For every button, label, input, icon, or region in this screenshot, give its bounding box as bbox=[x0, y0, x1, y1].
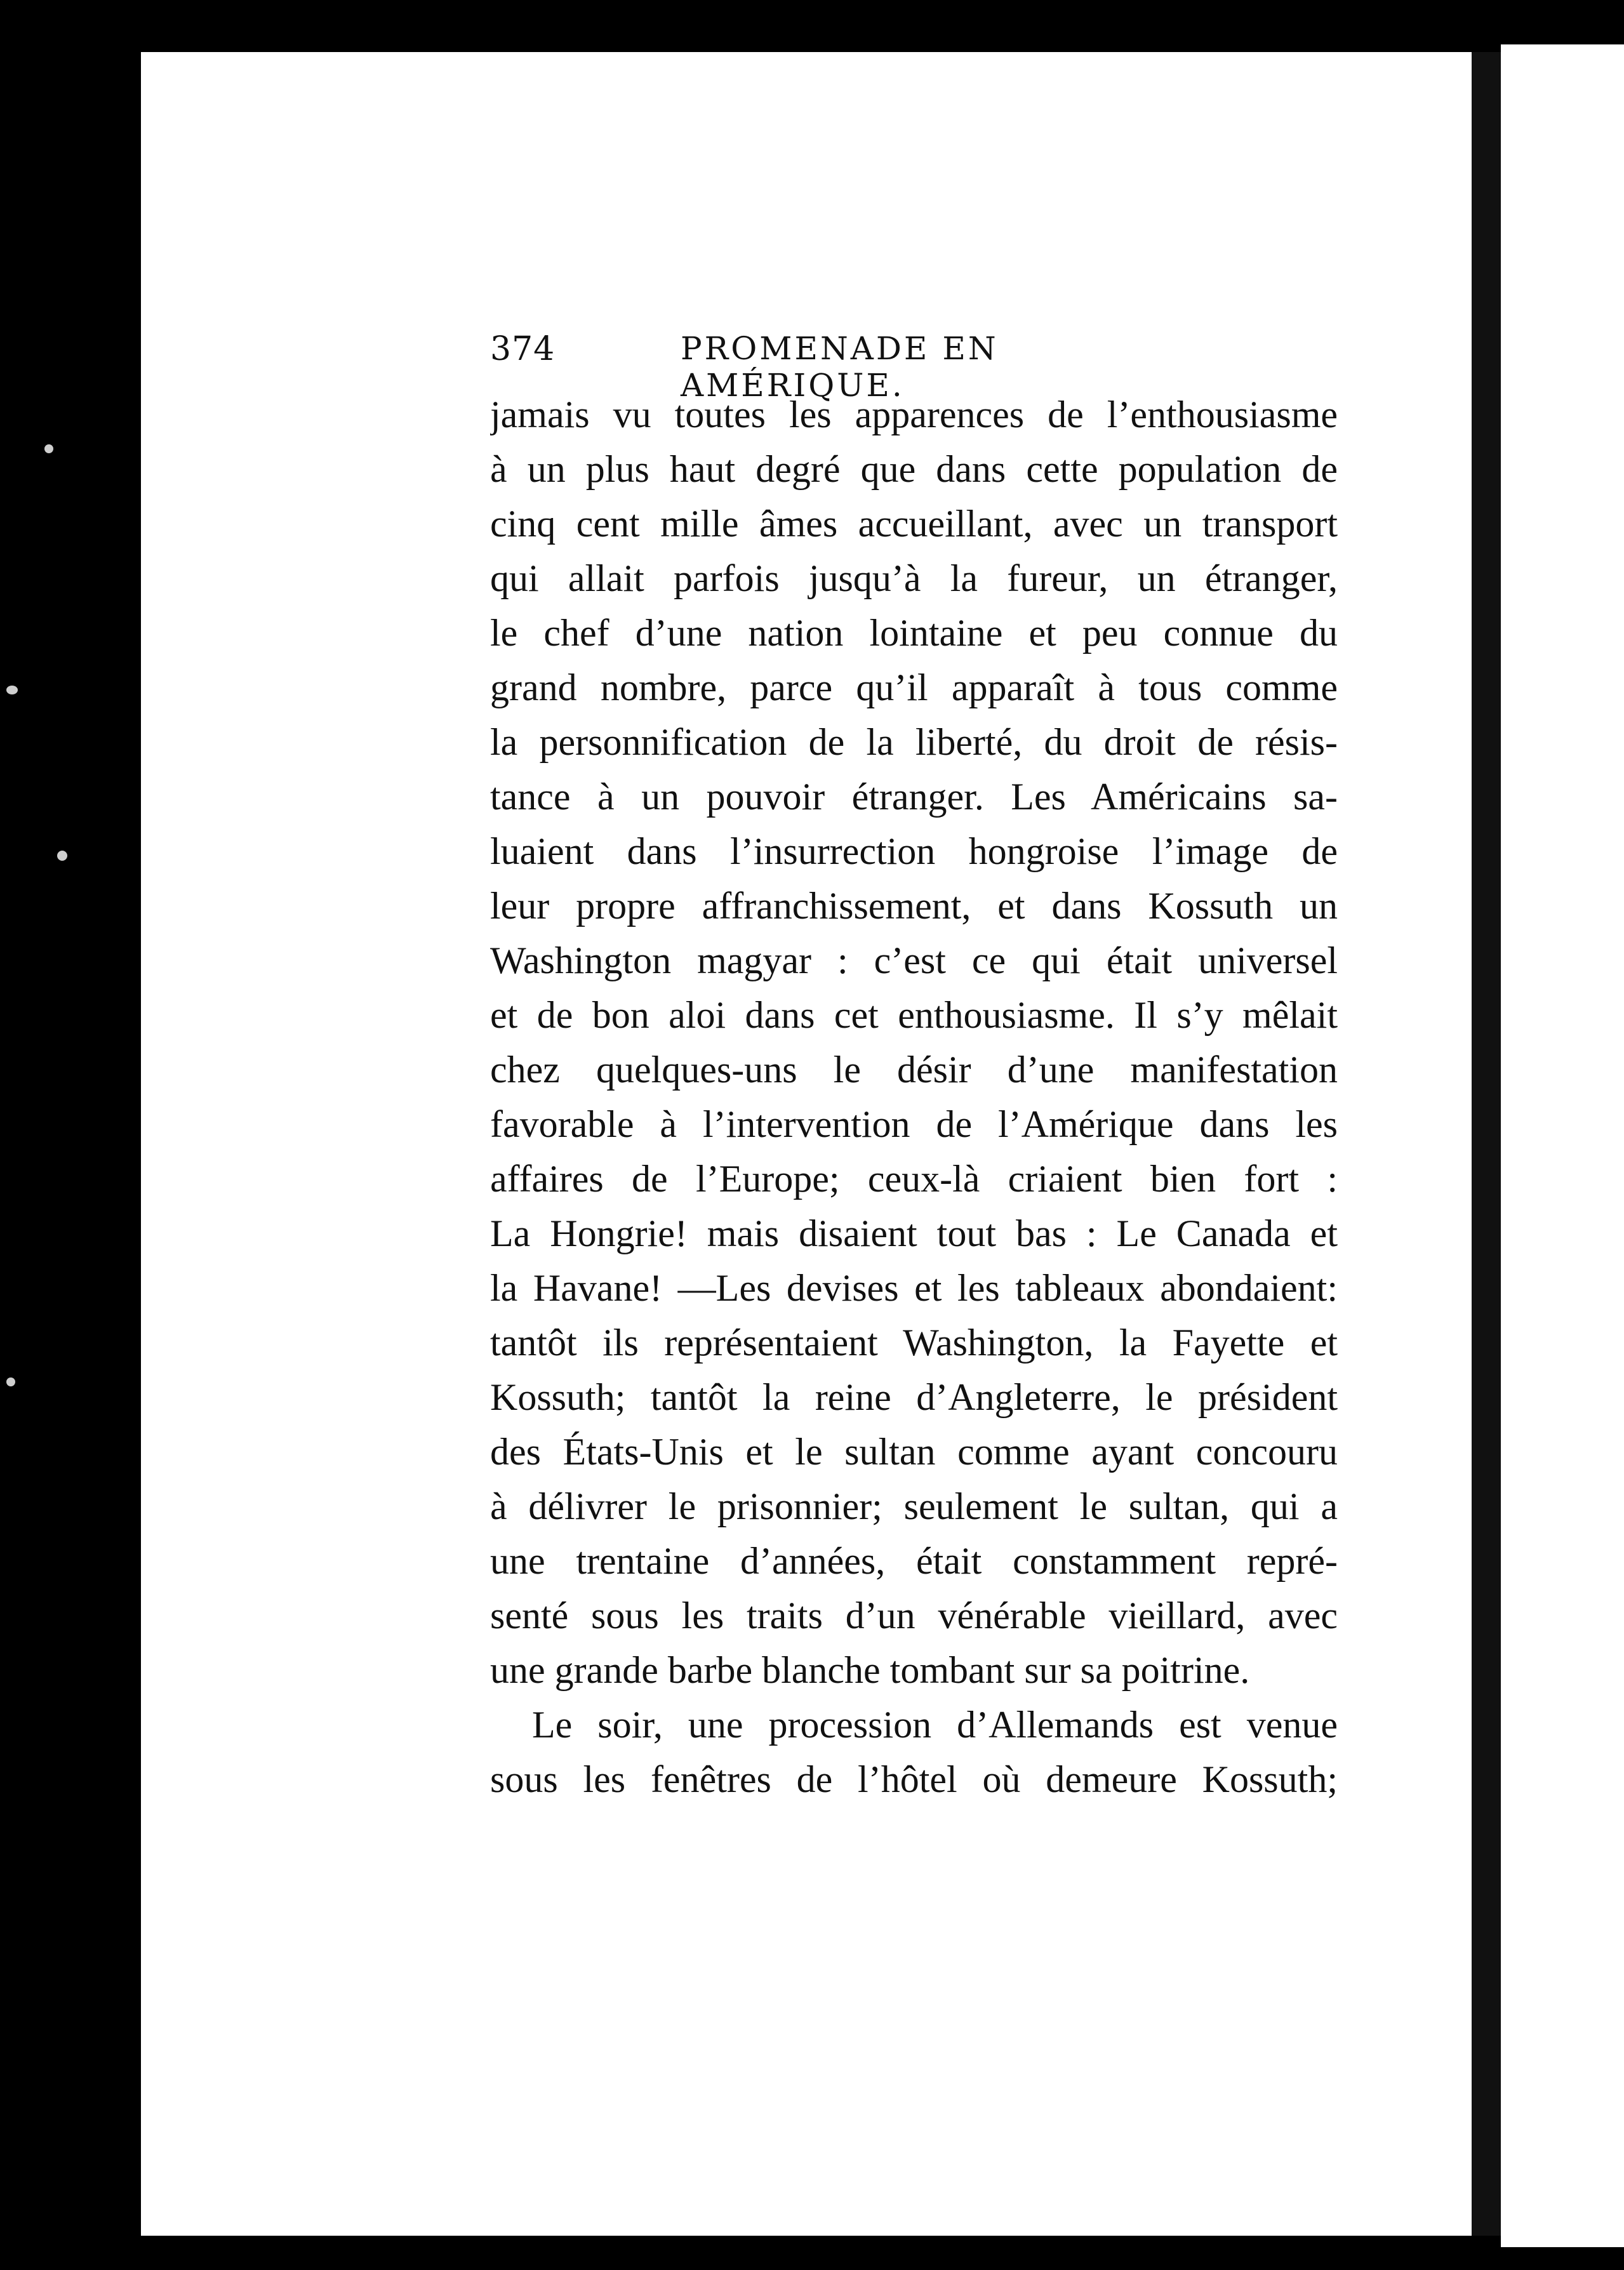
text-line: Washington magyar : c’est ce qui était universel bbox=[490, 939, 1338, 981]
paragraph-first-line: Le soir, une procession d’Allemands est venue bbox=[532, 1704, 1338, 1746]
text-line: senté sous les traits d’un vénérable vieillard, avec bbox=[490, 1595, 1338, 1636]
text-line: Kossuth; tantôt la reine d’Angleterre, le président bbox=[490, 1376, 1338, 1418]
scan-speck bbox=[44, 444, 53, 453]
page-number: 374 bbox=[490, 330, 556, 368]
text-line: la personnification de la liberté, du droit de résis- bbox=[490, 721, 1338, 763]
text-line: tance à un pouvoir étranger. Les Américains sa- bbox=[490, 776, 1338, 818]
running-head bbox=[490, 330, 1150, 404]
text-line: le chef d’une nation lointaine et peu connue du bbox=[490, 612, 1338, 654]
text-line: jamais vu toutes les apparences de l’enthousiasme bbox=[490, 394, 1338, 435]
text-line: qui allait parfois jusqu’à la fureur, un étranger, bbox=[490, 557, 1338, 599]
scan-speck bbox=[6, 686, 18, 694]
text-line: une grande barbe blanche tombant sur sa poitrine. bbox=[490, 1649, 1250, 1691]
text-line: et de bon aloi dans cet enthousiasme. Il s’y mêlait bbox=[490, 994, 1338, 1036]
text-line: tantôt ils représentaient Washington, la Fayette et bbox=[490, 1322, 1338, 1364]
text-line: affaires de l’Europe; ceux-là criaient bien fort : bbox=[490, 1158, 1338, 1200]
text-line: la Havane! —Les devises et les tableaux abondaient: bbox=[490, 1267, 1338, 1309]
book-binding-edge bbox=[0, 0, 141, 2270]
text-line: La Hongrie! mais disaient tout bas : Le Canada et bbox=[490, 1212, 1338, 1254]
page-gutter bbox=[1472, 52, 1501, 2236]
scan-speck bbox=[57, 851, 67, 861]
scan-speck bbox=[6, 1377, 15, 1386]
text-line: à un plus haut degré que dans cette population de bbox=[490, 448, 1338, 490]
adjacent-page-edge bbox=[1501, 44, 1624, 2247]
text-line: à délivrer le prisonnier; seulement le sultan, qui a bbox=[490, 1485, 1338, 1527]
text-line: leur propre affranchissement, et dans Kossuth un bbox=[490, 885, 1338, 927]
text-line: luaient dans l’insurrection hongroise l’image de bbox=[490, 830, 1338, 872]
text-line: cinq cent mille âmes accueillant, avec un transport bbox=[490, 503, 1338, 545]
running-head-title: PROMENADE EN AMÉRIQUE. bbox=[681, 330, 999, 404]
text-line: chez quelques-uns le désir d’une manifestation bbox=[490, 1049, 1338, 1091]
text-line: sous les fenêtres de l’hôtel où demeure Kossuth; bbox=[490, 1758, 1338, 1800]
text-line: grand nombre, parce qu’il apparaît à tous comme bbox=[490, 667, 1338, 708]
text-line: favorable à l’intervention de l’Amérique dans les bbox=[490, 1103, 1338, 1145]
text-line: des États-Unis et le sultan comme ayant concouru bbox=[490, 1431, 1338, 1473]
body-text bbox=[490, 387, 1338, 1807]
text-line: une trentaine d’années, était constamment repré- bbox=[490, 1540, 1338, 1582]
